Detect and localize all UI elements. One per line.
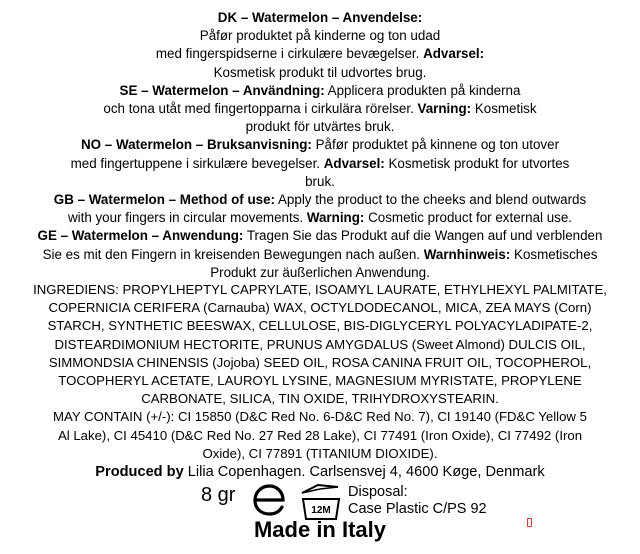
instruction-text: with your fingers in circular movements. (67, 210, 307, 226)
ingredient-line: DISTEARDIMONIUM HECTORITE, PRUNUS AMYGDALUS (Sweet Almond) DULCIS OIL, (54, 336, 586, 352)
ingredients-list (0, 281, 640, 463)
instruction-text: Påfør produktet på kinderne og ton udad (199, 28, 441, 44)
instruction-line-ge (0, 264, 640, 282)
instruction-line-dk (0, 27, 640, 45)
instruction-text: Tragen Sie das Produkt auf die Wangen auf und verblenden (243, 228, 603, 244)
instruction-text: Apply the product to the cheeks and blend outwards (275, 192, 587, 208)
instruction-heading: NO – Watermelon – Bruksanvisning: (80, 137, 312, 153)
producer-address: Lilia Copenhagen. Carlsensvej 4, 4600 Køge, Denmark (183, 464, 545, 480)
instruction-line-se (0, 118, 640, 136)
disposal-label: Disposal: (348, 484, 408, 500)
instruction-text: Cosmetic product for external use. (364, 210, 573, 226)
ingredient-line: STARCH, SYNTHETIC BEESWAX, CELLULOSE, BIS-DIGLYCERYL POLYACYLADIPATE-2, (47, 318, 593, 334)
disposal-text: Case Plastic C/PS 92 (348, 500, 487, 517)
pao-label: 12M (311, 505, 331, 516)
producer-label: Produced by (95, 464, 184, 480)
instruction-heading: Advarsel: (323, 155, 385, 171)
producer-line (0, 463, 640, 481)
instruction-line-ge (0, 227, 640, 245)
instruction-text: produkt för utvärtes bruk. (245, 119, 395, 135)
instruction-text: Applicera produkten på kinderna (324, 82, 521, 98)
instruction-text: Kosmetisk produkt for utvortes (384, 155, 570, 171)
e-mark-icon (250, 482, 290, 516)
instruction-text: Produkt zur äußerlichen Anwendung. (210, 264, 430, 280)
usage-instructions (0, 9, 640, 282)
instruction-heading: GE – Watermelon – Anwendung: (37, 228, 244, 244)
instruction-text: Kosmetisk produkt til udvortes brug. (213, 64, 427, 80)
instruction-text: Kosmetisk (471, 101, 537, 117)
instruction-text: Kosmetisches (510, 246, 598, 262)
net-weight: 8 gr (201, 484, 236, 506)
ingredient-line: SIMMONDSIA CHINENSIS (Jojoba) SEED OIL, ROSA CANINA FRUIT OIL, TOCOPHEROL, (48, 354, 592, 370)
instruction-text: bruk. (305, 173, 335, 189)
instruction-text: och tona utåt med fingertopparna i cirkulära rörelser. (103, 101, 418, 117)
ingredient-line: COPERNICIA CERIFERA (Carnauba) WAX, OCTYLDODECANOL, MICA, ZEA MAYS (Corn) (48, 300, 592, 316)
instruction-heading: GB – Watermelon – Method of use: (53, 192, 276, 208)
instruction-text: Påfør produktet på kinnene og ton utover (311, 137, 560, 153)
instruction-heading: Warnhinweis: (423, 246, 511, 262)
instruction-line-no (0, 173, 640, 191)
ingredient-line: MAY CONTAIN (+/-): CI 15850 (D&C Red No. 6-D&C Red No. 7), CI 19140 (FD&C Yellow 5 (53, 409, 587, 425)
instruction-text: med fingertuppene i sirkulære bevegelser. (70, 155, 324, 171)
ingredient-line: CARBONATE, SILICA, TIN OXIDE, TRIHYDROXYSTEARIN. (141, 391, 499, 407)
instruction-heading: SE – Watermelon – Användning: (119, 82, 325, 98)
instruction-line-dk (0, 9, 640, 27)
made-in-italy: Made in Italy (253, 517, 387, 542)
instruction-line-se (0, 100, 640, 118)
ingredient-line: Oxide), CI 77891 (TITANIUM DIOXIDE). (202, 445, 438, 461)
instruction-text: med fingerspidserne i cirkulære bevægelser. (155, 46, 424, 62)
instruction-heading: Advarsel: (423, 46, 485, 62)
instruction-line-no (0, 136, 640, 154)
instruction-heading: DK – Watermelon – Anvendelse: (217, 10, 423, 25)
instruction-text: Sie es mit den Fingern in kreisenden Bewegungen nach außen. (42, 246, 424, 262)
stray-mark (527, 518, 532, 527)
instruction-line-gb (0, 209, 640, 227)
instruction-line-dk (0, 45, 640, 63)
instruction-line-no (0, 155, 640, 173)
instruction-line-ge (0, 246, 640, 264)
ingredient-line: INGREDIENS: PROPYLHEPTYL CAPRYLATE, ISOAMYL LAURATE, ETHYLHEXYL PALMITATE, (33, 282, 607, 297)
instruction-line-gb (0, 191, 640, 209)
instruction-heading: Warning: (306, 210, 365, 226)
instruction-heading: Varning: (417, 101, 472, 117)
instruction-line-dk (0, 64, 640, 82)
disposal-info (348, 484, 487, 517)
ingredient-line: TOCOPHERYL ACETATE, LAUROYL LYSINE, MAGNESIUM MYRISTATE, PROPYLENE (58, 373, 582, 389)
instruction-line-se (0, 82, 640, 100)
ingredient-line: Al Lake), CI 45410 (D&C Red No. 27 Red 28 Lake), CI 77491 (Iron Oxide), CI 77492 (Iron (57, 427, 583, 443)
